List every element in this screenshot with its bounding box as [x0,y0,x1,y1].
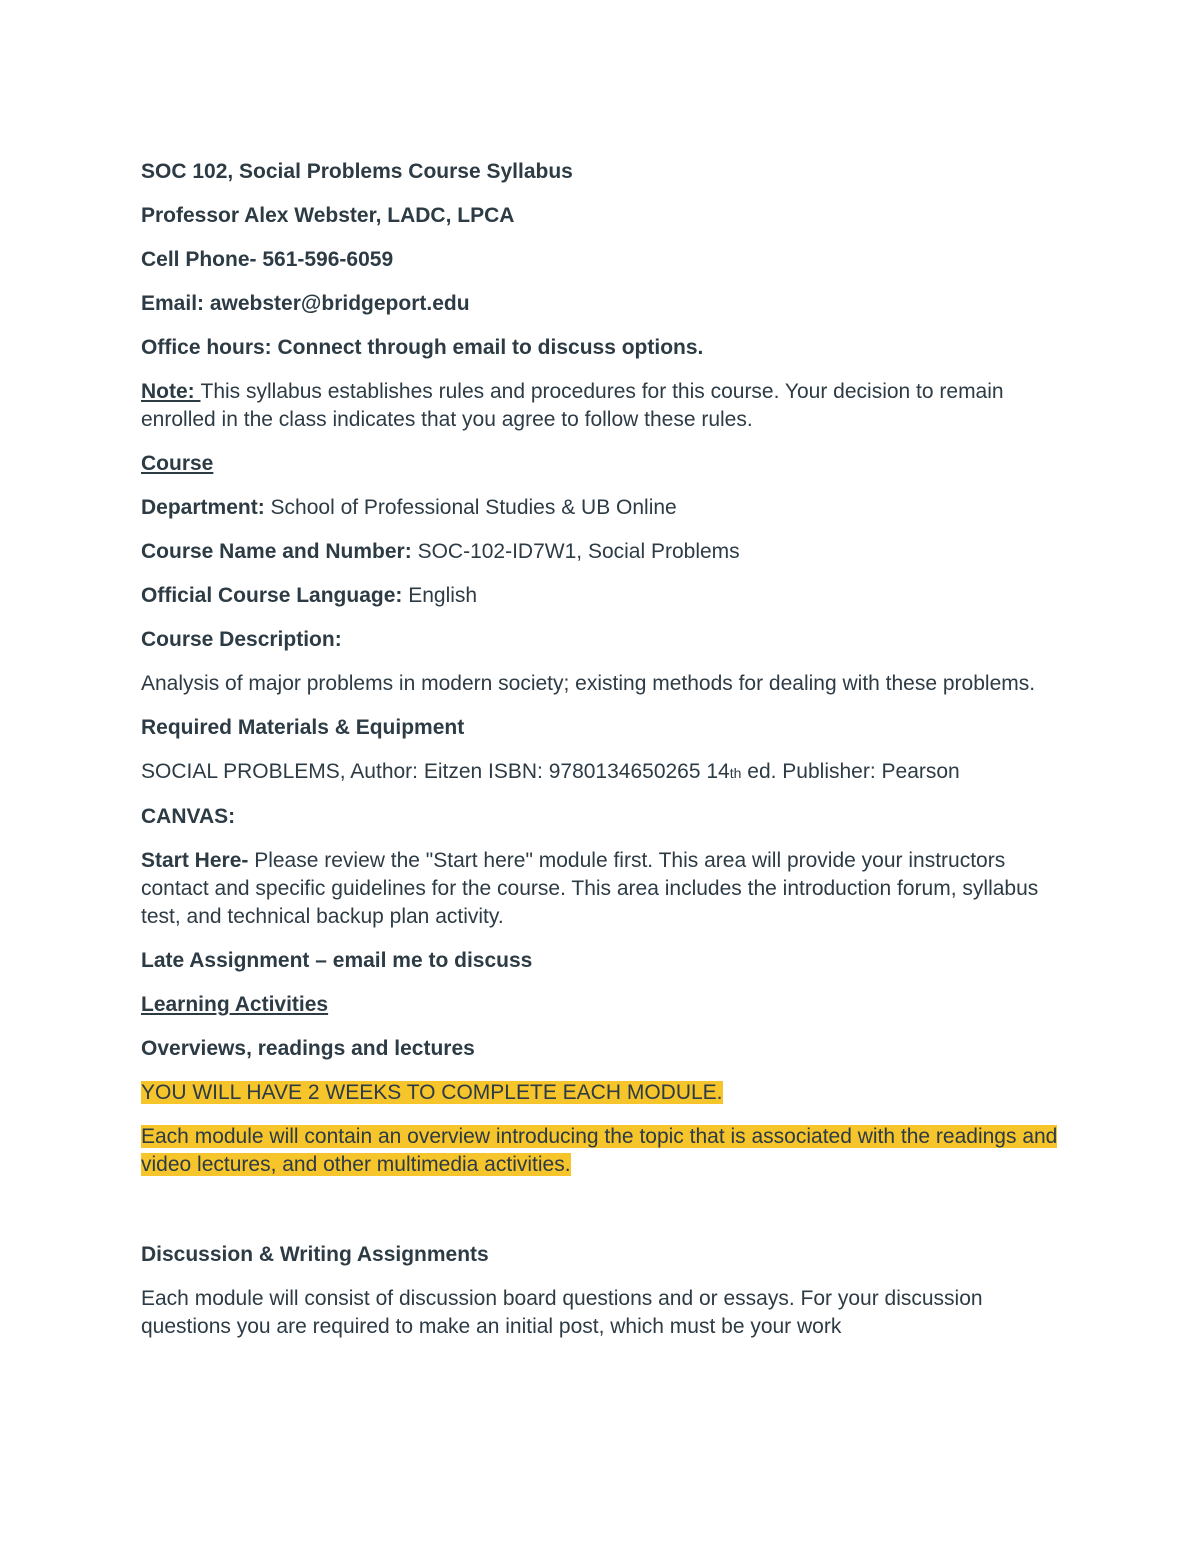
professor-line: Professor Alex Webster, LADC, LPCA [141,204,515,227]
highlight-module-text: Each module will contain an overview introducing the topic that is associated with the readings and video lectures, and other multimedia activities. [141,1125,1058,1176]
phone-line: Cell Phone- 561-596-6059 [141,248,394,271]
overviews-heading: Overviews, readings and lectures [141,1037,475,1060]
language-label: Official Course Language: [141,584,403,607]
start-here-text: Please review the "Start here" module first. This area will provide your instructors contact and specific guidelines for the course. This area includes the introduction forum, syllabus test, and technical backup plan activity. [141,849,1039,928]
email-line: Email: awebster@bridgeport.edu [141,292,470,315]
materials-text [141,758,1061,787]
syllabus-page [141,158,1061,1357]
start-here-paragraph [141,847,1061,931]
department-label: Department: [141,496,265,519]
materials-text-after: ed. Publisher: Pearson [741,760,960,783]
description-heading: Course Description: [141,628,342,651]
description-text: Analysis of major problems in modern society; existing methods for dealing with these problems. [141,672,1036,695]
note-label: Note: [141,380,201,403]
highlight-weeks-paragraph [141,1079,1061,1107]
late-assignment-heading: Late Assignment – email me to discuss [141,949,533,972]
language-line [141,582,1061,610]
learning-activities-heading: Learning Activities [141,993,329,1016]
language-value: English [402,584,478,607]
canvas-heading: CANVAS: [141,805,236,828]
discussion-text: Each module will consist of discussion board questions and or essays. For your discussion questions you are required to make an initial post, which must be your work [141,1287,983,1338]
syllabus-title: SOC 102, Social Problems Course Syllabus [141,160,573,183]
course-name-label: Course Name and Number: [141,540,412,563]
note-text: This syllabus establishes rules and procedures for this course. Your decision to remain enrolled in the class indicates that you agree to follow these rules. [141,380,1004,431]
department-line [141,494,1061,522]
materials-heading: Required Materials & Equipment [141,716,465,739]
course-name-line [141,538,1061,566]
department-value: School of Professional Studies & UB Online [264,496,677,519]
office-hours-line: Office hours: Connect through email to discuss options. [141,336,704,359]
discussion-heading: Discussion & Writing Assignments [141,1243,489,1266]
course-name-value: SOC-102-ID7W1, Social Problems [411,540,740,563]
materials-text-before: SOCIAL PROBLEMS, Author: Eitzen ISBN: 9780134650265 14 [141,760,730,783]
course-heading: Course [141,452,214,475]
materials-ordinal: th [729,765,742,781]
highlight-module-paragraph [141,1123,1061,1179]
note-paragraph [141,378,1061,434]
start-here-label: Start Here- [141,849,249,872]
highlight-weeks-text: YOU WILL HAVE 2 WEEKS TO COMPLETE EACH MODULE. [141,1081,723,1104]
